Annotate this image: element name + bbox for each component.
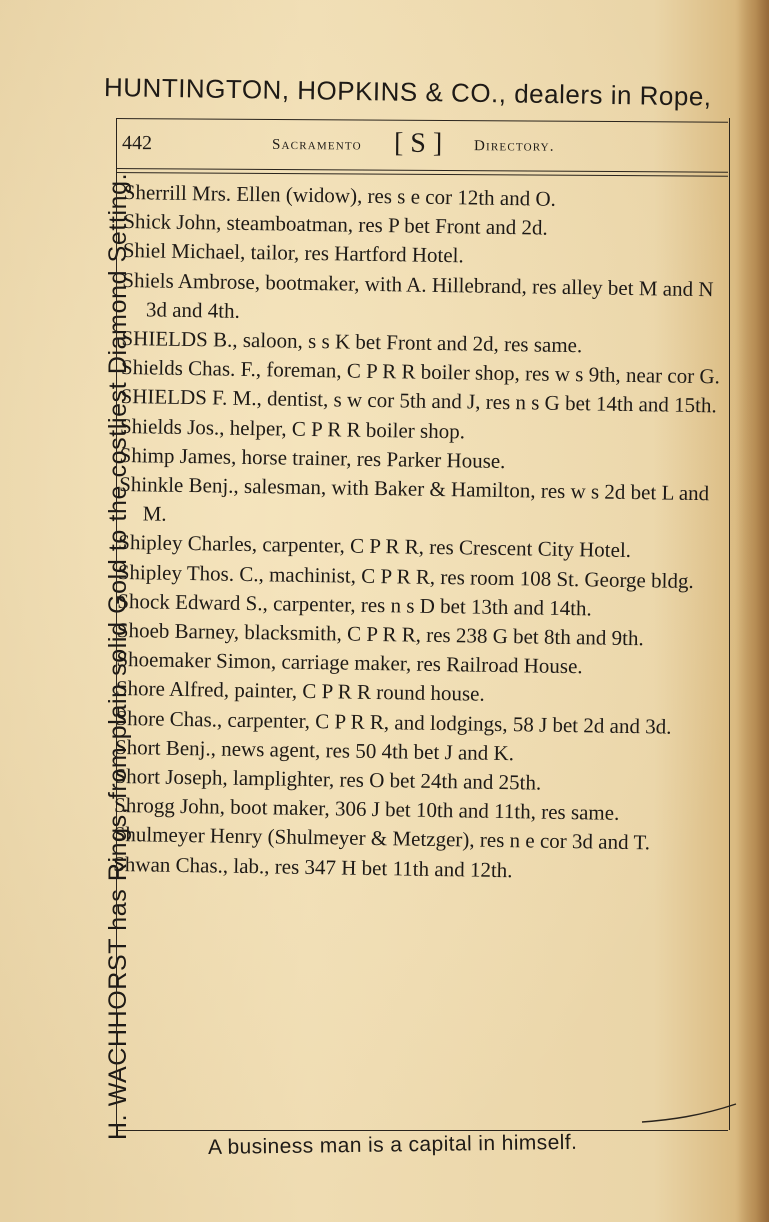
directory-entry: Sherrill Mrs. Ellen (widow), res s e cor 12th and O. — [123, 179, 557, 211]
directory-entry: Shrogg John, boot maker, 306 J bet 10th and 11th, res same. — [113, 793, 620, 826]
directory-entry: Shulmeyer Henry (Shulmeyer & Metzger), res n e cor 3d and T. — [113, 822, 651, 855]
directory-entry: Short Benj., news agent, res 50 4th bet J and K. — [114, 734, 515, 766]
header-directory: Directory. — [473, 138, 555, 155]
header-city: Sacramento — [271, 136, 362, 154]
footer-motto: A business man is a capital in himself. — [207, 1130, 578, 1159]
directory-entry: Shinkle Benj., salesman, with Baker & Hamilton, res w s 2d bet L and M. — [119, 471, 710, 526]
directory-entry: SHIELDS B., saloon, s s K bet Front and 2d, res same. — [121, 325, 583, 358]
page-edge-shadow — [735, 0, 769, 1222]
directory-entry: Shipley Thos. C., machinist, C P R R, res room 108 St. George bldg. — [117, 559, 694, 593]
directory-entry: Shiel Michael, tailor, res Hartford Hotel. — [122, 238, 464, 268]
running-header — [120, 126, 720, 166]
side-advertisement: H. WACHHORST has Rings, from plain solid Gold to the costliest Diamond Setting. — [104, 172, 132, 1140]
directory-entry: Short Joseph, lamplighter, res O bet 24th and 25th. — [114, 763, 542, 795]
page-number: 442 — [121, 132, 153, 155]
directory-entry: Shoemaker Simon, carriage maker, res Railroad House. — [116, 647, 583, 679]
directory-entry: Shimp James, horse trainer, res Parker House. — [119, 442, 506, 473]
header-letter: [ S ] — [393, 127, 443, 159]
directory-entry: Shoeb Barney, blacksmith, C P R R, res 238 G bet 8th and 9th. — [116, 617, 644, 651]
directory-entry: Shipley Charles, carpenter, C P R R, res Crescent City Hotel. — [118, 530, 632, 563]
top-advertisement: HUNTINGTON, HOPKINS & CO., dealers in Rope, — [103, 72, 712, 112]
directory-entry: Shick John, steamboatman, res P bet Front and 2d. — [123, 209, 548, 240]
directory-entry: Shore Chas., carpenter, C P R R, and lodgings, 58 J bet 2d and 3d. — [115, 705, 672, 739]
directory-entry: Shiels Ambrose, bootmaker, with A. Hillebrand, res alley bet M and N 3d and 4th. — [122, 267, 714, 323]
directory-entries — [113, 178, 724, 888]
directory-entry: Shields Jos., helper, C P R R boiler shop. — [119, 413, 466, 444]
directory-entry: Shore Alfred, painter, C P R R round house. — [115, 676, 485, 707]
closing-swash-ornament — [640, 1096, 740, 1126]
directory-entry: SHIELDS F. M., dentist, s w cor 5th and J, res n s G bet 14th and 15th. — [120, 384, 717, 418]
frame-bottom-rule — [116, 1130, 728, 1131]
directory-entry: Shock Edward S., carpenter, res n s D bet 13th and 14th. — [117, 588, 592, 621]
directory-entry: Shields Chas. F., foreman, C P R R boiler shop, res w s 9th, near cor G. — [120, 355, 721, 389]
directory-entry: Shwan Chas., lab., res 347 H bet 11th and 12th. — [113, 851, 513, 882]
